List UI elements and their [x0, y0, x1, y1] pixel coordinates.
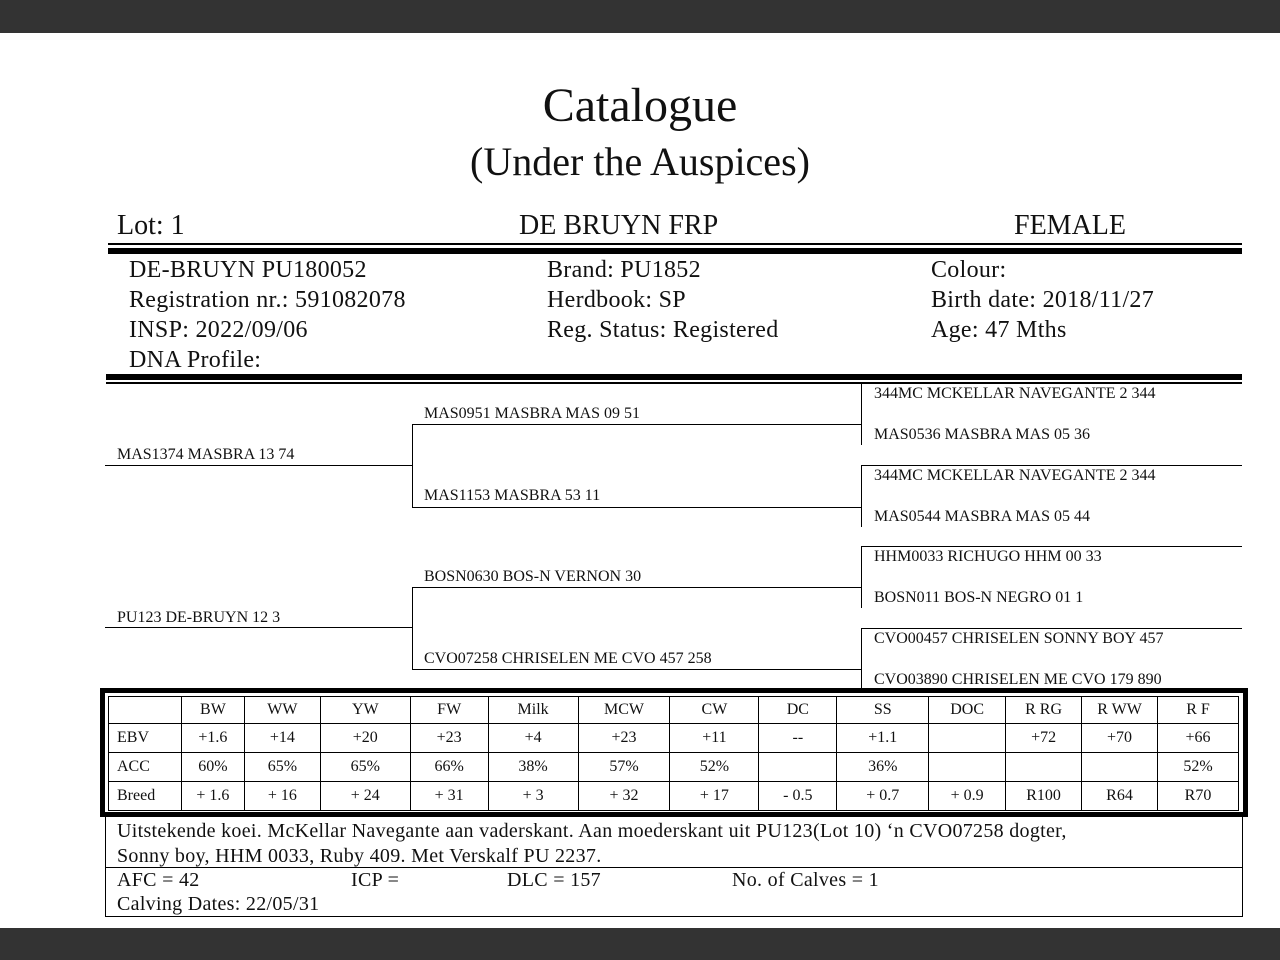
table-cell — [1082, 753, 1158, 782]
pedigree-sire: MAS1374 MASBRA 13 74 — [117, 446, 295, 463]
table-cell: + 31 — [410, 782, 488, 811]
pedigree-ancestor: MAS0544 MASBRA MAS 05 44 — [874, 508, 1091, 525]
table-cell: R100 — [1006, 782, 1082, 811]
table-header-cell: CW — [670, 697, 759, 724]
table-header-cell: R RG — [1006, 697, 1082, 724]
table-cell: +23 — [578, 724, 670, 753]
divider — [108, 243, 1242, 245]
icp-value: ICP = — [351, 869, 400, 891]
table-row-label: Breed — [109, 782, 182, 811]
pedigree-dam: PU123 DE-BRUYN 12 3 — [117, 609, 281, 626]
table-cell: 65% — [244, 753, 320, 782]
animal-name: DE-BRUYN PU180052 — [129, 257, 367, 283]
pedigree-ancestor: CVO00457 CHRISELEN SONNY BOY 457 — [874, 630, 1164, 647]
table-header-cell: MCW — [578, 697, 670, 724]
table-cell: +11 — [670, 724, 759, 753]
registration-number: Registration nr.: 591082078 — [129, 287, 406, 313]
calving-dates: Calving Dates: 22/05/31 — [117, 893, 320, 915]
calving-box — [105, 867, 1243, 917]
table-header-cell: R F — [1157, 697, 1238, 724]
table-cell: +1.1 — [837, 724, 929, 753]
table-header-cell: BW — [181, 697, 244, 724]
table-cell: + 0.7 — [837, 782, 929, 811]
pedigree-ancestor: 344MC MCKELLAR NAVEGANTE 2 344 — [874, 385, 1156, 402]
table-header-cell: WW — [244, 697, 320, 724]
table-cell: R70 — [1157, 782, 1238, 811]
table-cell: 52% — [670, 753, 759, 782]
table-header-cell: Milk — [488, 697, 578, 724]
divider — [106, 374, 1242, 380]
table-header-cell — [109, 697, 182, 724]
table-cell — [1006, 753, 1082, 782]
table-cell: +70 — [1082, 724, 1158, 753]
table-cell: - 0.5 — [759, 782, 837, 811]
page-subtitle: (Under the Auspices) — [470, 139, 810, 184]
pedigree-ancestor: HHM0033 RICHUGO HHM 00 33 — [874, 548, 1102, 565]
table-cell: +20 — [320, 724, 410, 753]
table-header-cell: R WW — [1082, 697, 1158, 724]
divider — [106, 382, 1242, 384]
table-header-cell: FW — [410, 697, 488, 724]
table-header-row — [109, 697, 1239, 724]
registration-status: Reg. Status: Registered — [547, 317, 779, 343]
pedigree-ancestor: 344MC MCKELLAR NAVEGANTE 2 344 — [874, 467, 1156, 484]
table-row-label: EBV — [109, 724, 182, 753]
table-row-acc — [109, 753, 1239, 782]
table-cell: + 24 — [320, 782, 410, 811]
table-cell: 57% — [578, 753, 670, 782]
table-cell: + 1.6 — [181, 782, 244, 811]
table-cell: R64 — [1082, 782, 1158, 811]
table-cell: + 3 — [488, 782, 578, 811]
pedigree-ancestor: BOSN011 BOS-N NEGRO 01 1 — [874, 589, 1084, 606]
breeder-name: DE BRUYN FRP — [519, 210, 719, 241]
table-cell: 38% — [488, 753, 578, 782]
table-cell: +66 — [1157, 724, 1238, 753]
calves-count: No. of Calves = 1 — [732, 869, 879, 891]
table-cell: +14 — [244, 724, 320, 753]
pedigree-sire-dam: MAS1153 MASBRA 53 11 — [424, 487, 601, 504]
top-bar — [0, 0, 1280, 33]
age: Age: 47 Mths — [931, 317, 1067, 343]
table-header-cell: YW — [320, 697, 410, 724]
table-cell: 52% — [1157, 753, 1238, 782]
page-title: Catalogue — [542, 79, 738, 132]
bottom-bar — [0, 928, 1280, 960]
table-cell: 60% — [181, 753, 244, 782]
pedigree-dam-sire: BOSN0630 BOS-N VERNON 30 — [424, 568, 642, 585]
colour: Colour: — [931, 257, 1007, 283]
table-cell: +4 — [488, 724, 578, 753]
inspection-date: INSP: 2022/09/06 — [129, 317, 308, 343]
dlc-value: DLC = 157 — [507, 869, 601, 891]
dna-profile: DNA Profile: — [129, 347, 262, 373]
remarks-box — [105, 816, 1243, 868]
birth-date: Birth date: 2018/11/27 — [931, 287, 1155, 313]
table-cell: + 0.9 — [929, 782, 1006, 811]
pedigree-ancestor: CVO03890 CHRISELEN ME CVO 179 890 — [874, 671, 1162, 688]
remarks-line: Uitstekende koei. McKellar Navegante aan vaderskant. Aan moederskant uit PU123(Lot 10) ‘n CVO07258 dogter, — [117, 820, 1067, 842]
table-row-breed — [109, 782, 1239, 811]
divider — [108, 248, 1242, 254]
performance-table — [108, 696, 1239, 811]
table-cell: + 17 — [670, 782, 759, 811]
table-cell: 36% — [837, 753, 929, 782]
table-header-cell: SS — [837, 697, 929, 724]
brand: Brand: PU1852 — [547, 257, 701, 283]
table-cell — [759, 753, 837, 782]
table-cell: +1.6 — [181, 724, 244, 753]
table-header-cell: DOC — [929, 697, 1006, 724]
table-cell: + 32 — [578, 782, 670, 811]
table-cell: -- — [759, 724, 837, 753]
herdbook: Herdbook: SP — [547, 287, 686, 313]
table-cell: 65% — [320, 753, 410, 782]
table-cell: 66% — [410, 753, 488, 782]
pedigree-ancestor: MAS0536 MASBRA MAS 05 36 — [874, 426, 1091, 443]
lot-number: Lot: 1 — [117, 210, 185, 241]
animal-sex: FEMALE — [1014, 210, 1126, 241]
table-cell: +23 — [410, 724, 488, 753]
afc-value: AFC = 42 — [117, 869, 200, 891]
table-cell — [929, 753, 1006, 782]
table-header-cell: DC — [759, 697, 837, 724]
remarks-line: Sonny boy, HHM 0033, Ruby 409. Met Verskalf PU 2237. — [117, 845, 602, 867]
table-row-label: ACC — [109, 753, 182, 782]
pedigree-dam-dam: CVO07258 CHRISELEN ME CVO 457 258 — [424, 650, 712, 667]
table-cell: +72 — [1006, 724, 1082, 753]
pedigree-sire-sire: MAS0951 MASBRA MAS 09 51 — [424, 405, 641, 422]
table-cell: + 16 — [244, 782, 320, 811]
table-cell — [929, 724, 1006, 753]
table-row-ebv — [109, 724, 1239, 753]
